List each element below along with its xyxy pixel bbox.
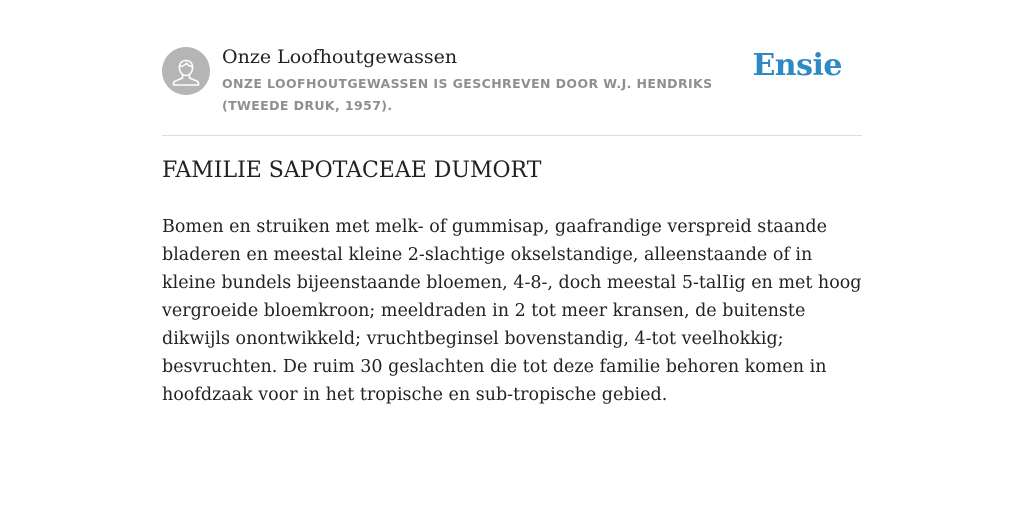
user-silhouette-icon <box>162 47 210 95</box>
book-subtitle: ONZE LOOFHOUTGEWASSEN IS GESCHREVEN DOOR W.J. HENDRIKS (TWEEDE DRUK, 1957). <box>222 76 713 113</box>
entry-title: FAMILIE SAPOTACEAE DUMORT <box>162 158 542 183</box>
source-header <box>162 44 862 136</box>
ensie-logo-link[interactable]: Ensie <box>752 48 842 83</box>
book-title[interactable]: Onze Loofhoutgewassen <box>222 46 458 68</box>
entry-body: Bomen en struiken met melk- of gummisap, gaafrandige verspreid staande bladeren en meestal kleine 2-slachtige okselstandige, alleenstaande of in kleine bundels bijeenstaande bloemen, 4-8-, doch meestal 5-talIig en met hoog vergroeide bloemkroon; meeldraden in 2 tot meer kransen, de buitenste dikwijls onontwikkeld; vruchtbeginsel bovenstandig, 4-tot veelhokkig; besvruchten. De ruim 30 geslachten die tot deze familie behoren komen in hoofdzaak voor in het tropische en sub-tropische gebied. <box>162 217 862 405</box>
